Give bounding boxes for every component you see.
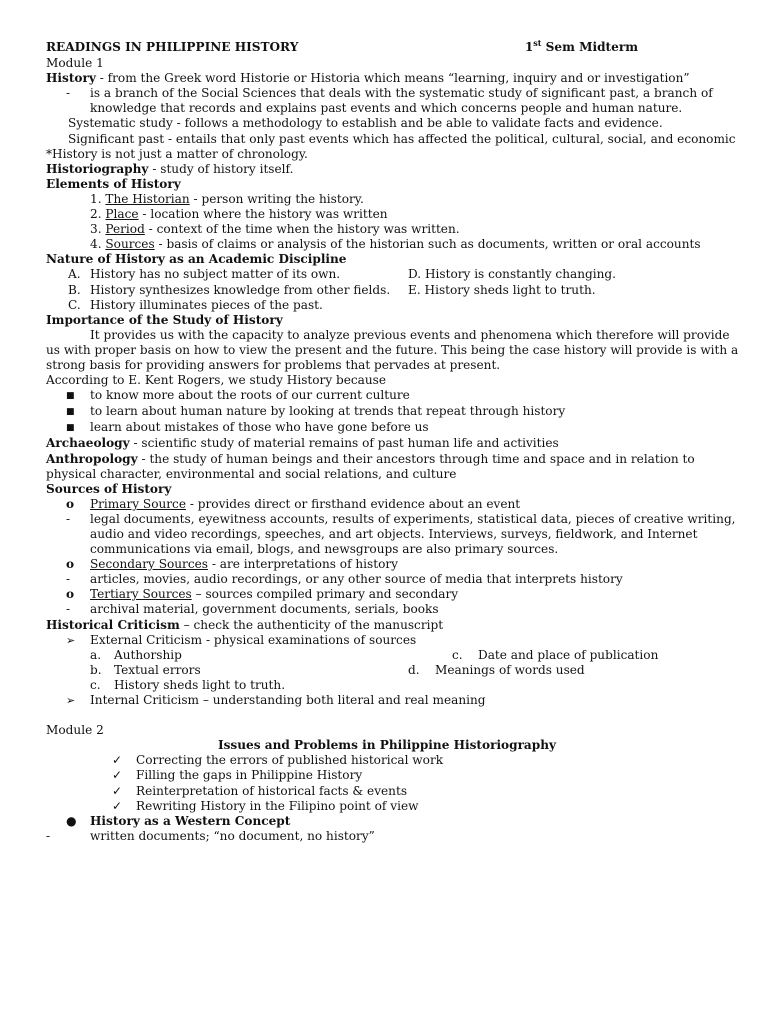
primary-examples-3: communications via email, blogs, and newsgroups are also primary sources. — [90, 542, 559, 557]
square-bullet-icon: ■ — [66, 391, 75, 402]
issues-heading: Issues and Problems in Philippine Historiography — [217, 738, 557, 753]
criticism-row-1 — [46, 648, 728, 663]
nature-row-1 — [46, 267, 728, 282]
history-term: History — [46, 71, 96, 86]
tertiary-source — [46, 587, 728, 602]
primary-source-def: - provides direct or firsthand evidence about an event — [186, 496, 521, 511]
rogers-intro: According to E. Kent Rogers, we study History because — [46, 373, 387, 388]
item-label: E. — [408, 282, 421, 297]
issue-item — [46, 753, 728, 768]
internal-criticism-text: Internal Criticism – understanding both literal and real meaning — [90, 693, 486, 708]
criticism-item-b — [46, 663, 408, 678]
sem-superscript: st — [533, 37, 542, 48]
anthropology-def: - the study of human beings and their ancestors through time and space and in relation to — [137, 451, 695, 466]
sources-heading: Sources of History — [46, 481, 172, 496]
secondary-source-term: Secondary Sources — [90, 557, 208, 572]
historiography-def: - study of history itself. — [148, 161, 294, 176]
element-item — [46, 207, 728, 222]
internal-criticism — [46, 693, 728, 708]
primary-examples-text: legal documents, eyewitness accounts, results of experiments, statistical data, pieces of creative writing, — [90, 511, 736, 526]
importance-paragraph-line-3: strong basis for providing answers for problems that pervades at present. — [46, 357, 501, 372]
checkmark-icon: ✓ — [112, 798, 123, 813]
issue-text: Reinterpretation of historical facts & events — [136, 783, 408, 798]
archaeology-def: - scientific study of material remains of past human life and activities — [129, 436, 559, 451]
module-2-label: Module 2 — [46, 723, 104, 738]
importance-heading: Importance of the Study of History — [46, 312, 283, 327]
reason-item — [46, 404, 728, 420]
significant-past: Significant past - entails that only past events which has affected the political, cultural, social, and economic — [68, 131, 736, 146]
module-1-label: Module 1 — [46, 56, 104, 71]
history-def: - from the Greek word Historie or Historia which means “learning, inquiry and or investigation” — [95, 71, 690, 86]
sem-number: 1 — [524, 40, 534, 54]
element-def: - person writing the history. — [189, 191, 364, 206]
secondary-source-def: - are interpretations of history — [207, 557, 399, 572]
element-number: 4. — [90, 237, 106, 252]
element-item — [46, 192, 728, 207]
western-concept-line — [46, 829, 728, 844]
tertiary-source-term: Tertiary Sources — [90, 587, 192, 602]
importance-paragraph-line-1: It provides us with the capacity to analyze previous events and phenomena which therefore will provide — [90, 327, 730, 342]
element-def: - basis of claims or analysis of the historian such as documents, written or oral accounts — [154, 237, 701, 252]
criticism-item-a — [46, 648, 452, 663]
issue-item — [46, 768, 728, 783]
item-label: B. — [68, 282, 81, 297]
element-def: - context of the time when the history was written. — [144, 222, 460, 237]
tertiary-examples — [46, 602, 728, 617]
item-label: a. — [90, 647, 102, 662]
western-concept-heading: History as a Western Concept — [90, 813, 291, 828]
criticism-row-2 — [46, 663, 728, 678]
western-concept — [46, 814, 728, 829]
external-criticism-text: External Criticism - physical examinations of sources — [90, 632, 417, 647]
item-text: History has no subject matter of its own. — [90, 267, 341, 282]
history-branch-text-1: is a branch of the Social Sciences that deals with the systematic study of significant past, a branch of — [90, 86, 713, 101]
nature-item-d — [408, 267, 616, 282]
item-text: History synthesizes knowledge from other fields. — [90, 282, 391, 297]
document-title: READINGS IN PHILIPPINE HISTORY — [46, 40, 299, 54]
element-number: 3. — [90, 222, 106, 237]
dash-bullet: - — [66, 86, 71, 101]
western-concept-text: written documents; “no document, no history” — [90, 828, 375, 843]
item-label: c. — [452, 647, 463, 662]
reason-item — [46, 420, 728, 436]
item-label: C. — [68, 297, 81, 312]
arrow-bullet-icon: ➢ — [66, 633, 76, 647]
dash-bullet: - — [66, 511, 71, 526]
item-text: History is constantly changing. — [424, 267, 616, 282]
issue-text: Correcting the errors of published historical work — [136, 753, 444, 768]
element-item — [46, 222, 728, 237]
item-text: Authorship — [114, 647, 182, 662]
nature-row-2 — [46, 283, 728, 298]
element-term: Period — [105, 222, 145, 237]
document-header — [46, 37, 728, 55]
tertiary-examples-text: archival material, government documents, serials, books — [90, 602, 439, 617]
square-bullet-icon: ■ — [66, 423, 75, 434]
item-label: A. — [68, 267, 81, 282]
issue-item — [46, 784, 728, 799]
nature-item-c — [46, 298, 408, 313]
criticism-row-3 — [46, 678, 728, 693]
semester-label — [524, 37, 638, 55]
element-item — [46, 237, 728, 252]
item-text: History sheds light to truth. — [114, 677, 286, 692]
dash-bullet: - — [66, 572, 71, 587]
external-criticism — [46, 633, 728, 648]
historical-criticism — [46, 618, 728, 633]
primary-examples-2: audio and video recordings, speeches, and art objects. Interviews, surveys, fieldwork, and Internet — [90, 527, 698, 541]
history-definition — [46, 71, 728, 86]
checkmark-icon: ✓ — [112, 768, 123, 783]
item-text: Meanings of words used — [434, 662, 585, 677]
nature-item-a — [46, 267, 408, 282]
historiography-term: Historiography — [46, 161, 149, 176]
archaeology-definition — [46, 436, 728, 451]
dash-bullet: - — [66, 602, 71, 617]
importance-paragraph-line-2: us with proper basis on how to view the present and the future. This being the case history will provide is with a — [46, 342, 739, 357]
issue-item — [46, 799, 728, 814]
element-number: 2. — [90, 207, 106, 222]
secondary-examples — [46, 572, 728, 587]
criticism-item-c2 — [46, 678, 285, 693]
primary-source — [46, 497, 728, 512]
secondary-source — [46, 557, 728, 572]
reason-item — [46, 388, 728, 404]
sem-text: Sem Midterm — [541, 40, 638, 54]
anthropology-definition — [46, 452, 728, 467]
reason-text: learn about mistakes of those who have gone before us — [90, 420, 429, 435]
spacer — [46, 708, 728, 723]
element-term: Place — [105, 207, 139, 222]
issue-text: Rewriting History in the Filipino point of view — [136, 798, 419, 813]
element-number: 1. — [90, 191, 106, 206]
element-term: Sources — [105, 237, 155, 252]
archaeology-term: Archaeology — [46, 436, 130, 451]
round-bullet-icon: ● — [66, 813, 77, 828]
circle-bullet-icon: o — [66, 587, 75, 602]
item-text: History sheds light to truth. — [424, 282, 596, 297]
reason-text: to learn about human nature by looking at trends that repeat through history — [90, 404, 566, 419]
element-term: The Historian — [105, 191, 190, 206]
primary-source-term: Primary Source — [90, 496, 186, 511]
tertiary-source-def: – sources compiled primary and secondary — [191, 587, 459, 602]
reason-text: to know more about the roots of our current culture — [90, 388, 410, 403]
history-branch-line-2: knowledge that records and explains past events and which concerns people and human nature. — [90, 101, 683, 116]
checkmark-icon: ✓ — [112, 753, 123, 768]
secondary-examples-text: articles, movies, audio recordings, or any other source of media that interprets history — [90, 572, 623, 587]
systematic-study: Systematic study - follows a methodology to establish and be able to validate facts and evidence. — [68, 116, 663, 131]
circle-bullet-icon: o — [66, 557, 75, 572]
elements-heading: Elements of History — [46, 176, 181, 191]
checkmark-icon: ✓ — [112, 783, 123, 798]
criticism-term: Historical Criticism — [46, 617, 180, 632]
nature-item-e — [408, 283, 596, 298]
square-bullet-icon: ■ — [66, 407, 75, 418]
criticism-item-d — [408, 663, 585, 678]
item-text: Date and place of publication — [478, 647, 659, 662]
item-label: c. — [90, 677, 101, 692]
anthropology-definition-cont: physical character, environmental and social relations, and culture — [46, 466, 457, 481]
primary-examples-1 — [46, 511, 736, 527]
element-def: - location where the history was written — [138, 207, 388, 222]
arrow-bullet-icon: ➢ — [66, 694, 76, 708]
nature-item-b — [46, 283, 408, 298]
item-label: D. — [408, 267, 422, 282]
criticism-item-c — [452, 648, 658, 663]
history-branch-line-1 — [46, 86, 728, 101]
item-text: History illuminates pieces of the past. — [90, 297, 323, 312]
anthropology-term: Anthropology — [46, 451, 138, 466]
item-label: d. — [408, 662, 420, 677]
nature-heading: Nature of History as an Academic Discipline — [46, 252, 347, 267]
issue-text: Filling the gaps in Philippine History — [136, 768, 363, 783]
item-text: Textual errors — [114, 662, 201, 677]
nature-row-3 — [46, 298, 728, 313]
circle-bullet-icon: o — [66, 496, 75, 511]
chronology-note: *History is not just a matter of chronology. — [46, 146, 308, 161]
dash-bullet: - — [46, 828, 51, 843]
criticism-def: – check the authenticity of the manuscript — [179, 617, 444, 632]
historiography-definition — [46, 162, 728, 177]
item-label: b. — [90, 662, 102, 677]
